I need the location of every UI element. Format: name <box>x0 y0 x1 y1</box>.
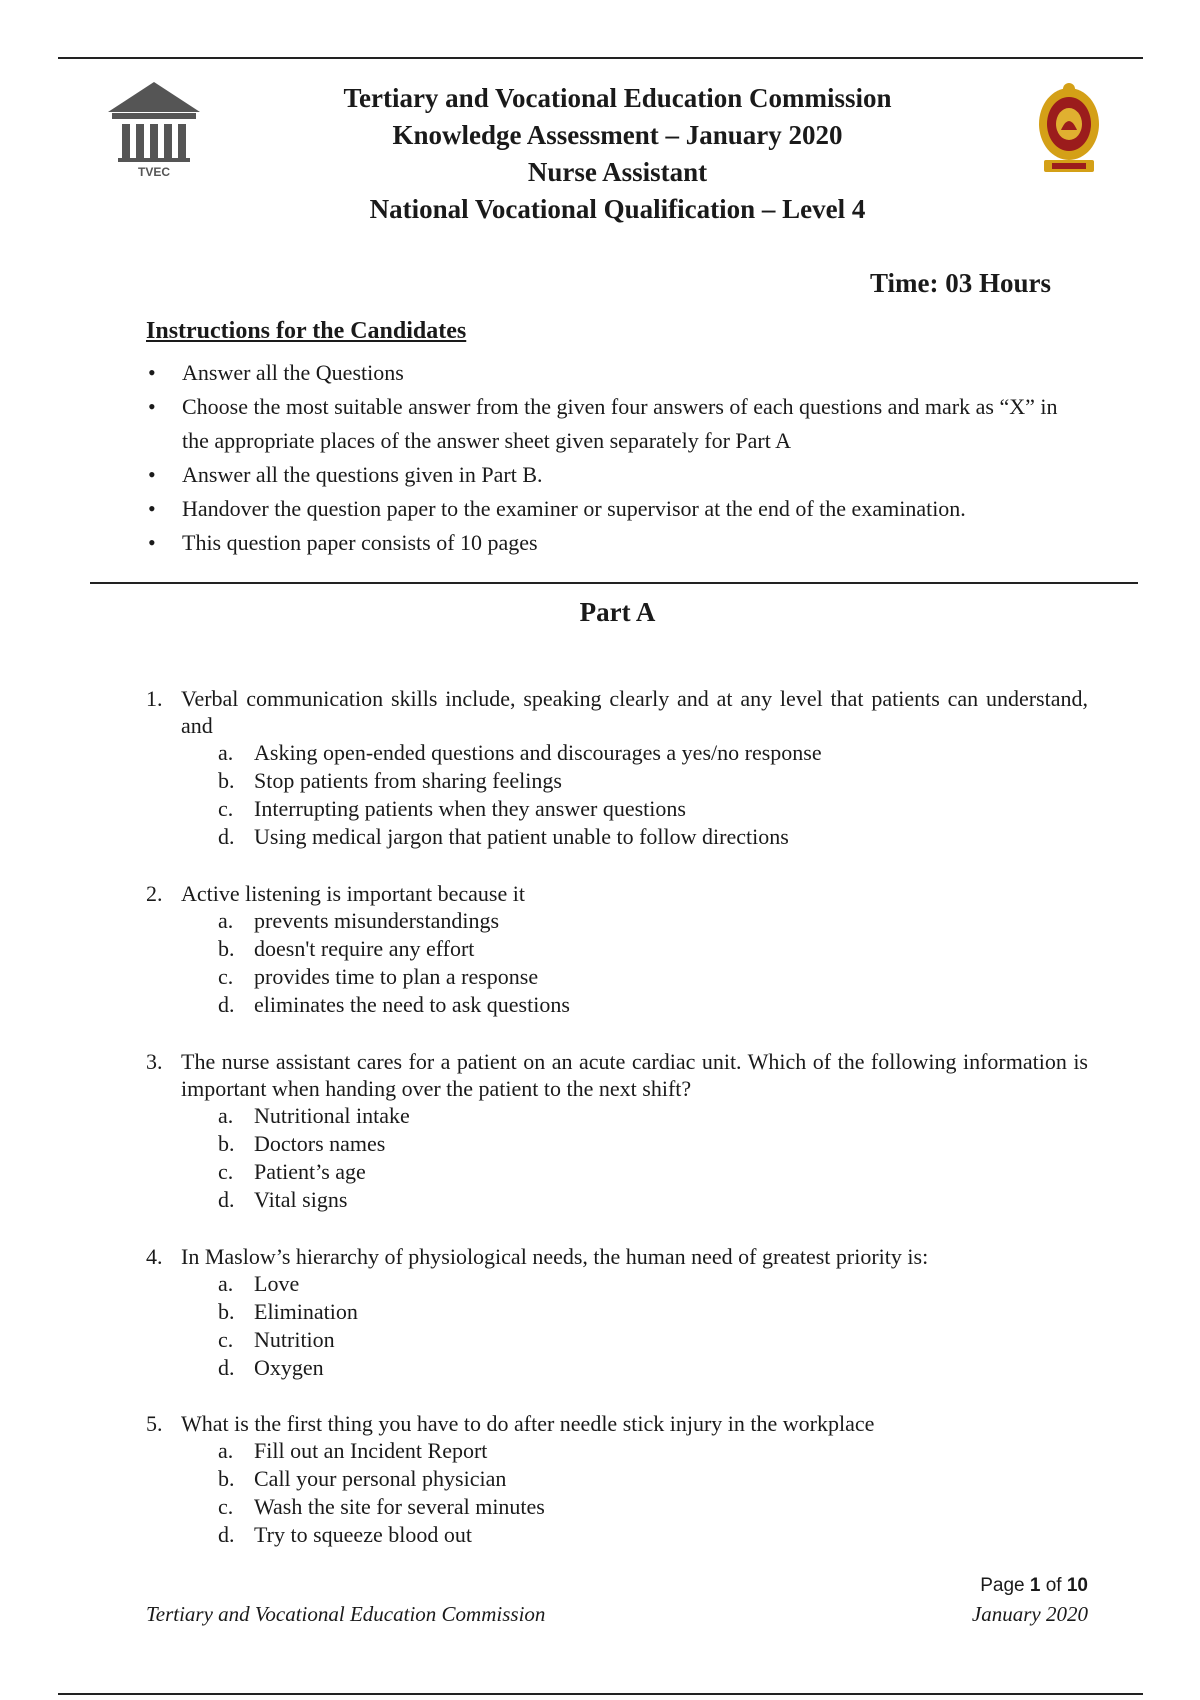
option-list <box>146 907 1088 1019</box>
option-letter: b. <box>218 1299 235 1324</box>
part-title: Part A <box>579 597 656 627</box>
option-text: Doctors names <box>254 1131 386 1156</box>
option-list <box>146 1270 1088 1382</box>
option-text: prevents misunderstandings <box>254 908 500 933</box>
option-text: eliminates the need to ask questions <box>254 992 570 1017</box>
option-text: Patient’s age <box>254 1159 366 1184</box>
header-assessment: Knowledge Assessment – January 2020 <box>392 120 843 150</box>
option-item <box>146 739 1088 767</box>
question-text: What is the first thing you have to do after needle stick injury in the workplace <box>181 1411 875 1436</box>
option-item <box>146 907 1088 935</box>
option-item <box>146 1270 1088 1298</box>
instruction-item <box>146 390 1088 458</box>
question-stem <box>146 1410 1088 1437</box>
bullet: • <box>148 496 156 521</box>
option-letter: a. <box>218 1438 234 1463</box>
option-letter: c. <box>218 1159 234 1184</box>
exam-duration: Time: 03 Hours <box>870 268 1051 298</box>
option-text: Nutrition <box>254 1327 335 1352</box>
option-item <box>146 1354 1088 1382</box>
option-item <box>146 1521 1088 1549</box>
instructions-list <box>146 356 1088 560</box>
page-prefix: Page <box>980 1575 1030 1596</box>
option-letter: b. <box>218 936 235 961</box>
question-text: In Maslow’s hierarchy of physiological needs, the human need of greatest priority is: <box>181 1244 929 1269</box>
option-text: Interrupting patients when they answer questions <box>254 796 686 821</box>
option-letter: d. <box>218 992 235 1017</box>
bullet: • <box>148 530 156 555</box>
option-text: Vital signs <box>254 1187 348 1212</box>
tvec-logo-text: TVEC <box>137 165 171 179</box>
option-item <box>146 823 1088 851</box>
question-stem <box>146 1243 1088 1270</box>
instruction-item <box>146 356 1088 390</box>
bullet: • <box>148 360 156 385</box>
option-letter: b. <box>218 1131 235 1156</box>
question-stem <box>146 685 1088 739</box>
footer-date: January 2020 <box>971 1602 1088 1626</box>
instruction-text: This question paper consists of 10 pages <box>182 530 538 555</box>
option-text: doesn't require any effort <box>254 936 475 961</box>
option-letter: c. <box>218 796 234 821</box>
page-current: 1 <box>1029 1575 1041 1596</box>
top-rule <box>58 57 1143 59</box>
option-item <box>146 991 1088 1019</box>
question-text: Verbal communication skills include, speaking clearly and at any level that patients can understand, and <box>181 686 1088 738</box>
bullet: • <box>148 462 156 487</box>
option-text: Elimination <box>254 1299 358 1324</box>
option-letter: b. <box>218 1466 235 1491</box>
option-letter: b. <box>218 768 235 793</box>
bullet: • <box>148 394 156 419</box>
question-number: 4. <box>146 1244 163 1269</box>
option-letter: d. <box>218 1355 235 1380</box>
page-total: 10 <box>1066 1575 1088 1596</box>
option-letter: d. <box>218 1522 235 1547</box>
option-text: Try to squeeze blood out <box>254 1522 472 1547</box>
tvec-logo-icon <box>106 80 202 180</box>
instruction-text: Answer all the questions given in Part B. <box>182 462 543 487</box>
question-2 <box>146 880 1088 1019</box>
instruction-item <box>146 492 1088 526</box>
page-number <box>940 1575 1088 1597</box>
option-letter: d. <box>218 824 235 849</box>
header-commission: Tertiary and Vocational Education Commission <box>343 83 892 113</box>
option-item <box>146 1158 1088 1186</box>
question-5 <box>146 1410 1088 1549</box>
option-text: Call your personal physician <box>254 1466 507 1491</box>
option-item <box>146 767 1088 795</box>
option-list <box>146 1437 1088 1549</box>
instruction-item <box>146 458 1088 492</box>
question-stem <box>146 880 1088 907</box>
option-item <box>146 1437 1088 1465</box>
question-number: 2. <box>146 881 163 906</box>
header-course: Nurse Assistant <box>527 157 708 187</box>
option-item <box>146 1298 1088 1326</box>
option-letter: a. <box>218 1271 234 1296</box>
option-text: Fill out an Incident Report <box>254 1438 488 1463</box>
option-text: Using medical jargon that patient unable to follow directions <box>254 824 789 849</box>
section-divider <box>90 582 1138 584</box>
option-text: Asking open-ended questions and discourages a yes/no response <box>254 740 822 765</box>
question-stem <box>146 1048 1088 1102</box>
option-text: Wash the site for several minutes <box>254 1494 545 1519</box>
option-letter: a. <box>218 740 234 765</box>
instruction-item <box>146 526 1088 560</box>
option-letter: a. <box>218 1103 234 1128</box>
page-of: of <box>1040 1575 1067 1596</box>
option-item <box>146 1102 1088 1130</box>
question-number: 3. <box>146 1049 163 1074</box>
question-number: 5. <box>146 1411 163 1436</box>
option-item <box>146 1493 1088 1521</box>
bottom-rule <box>58 1693 1143 1695</box>
option-letter: c. <box>218 1494 234 1519</box>
option-item <box>146 1465 1088 1493</box>
instruction-text: Choose the most suitable answer from the given four answers of each questions and mark as “X” in the appropriate places of the answer sheet given separately for Part A <box>182 394 1058 453</box>
instructions-title: Instructions for the Candidates <box>146 318 467 344</box>
question-text: Active listening is important because it <box>181 881 525 906</box>
question-4 <box>146 1243 1088 1382</box>
option-list <box>146 1102 1088 1214</box>
option-letter: c. <box>218 1327 234 1352</box>
option-letter: d. <box>218 1187 235 1212</box>
question-3 <box>146 1048 1088 1214</box>
question-1 <box>146 685 1088 851</box>
question-text: The nurse assistant cares for a patient on an acute cardiac unit. Which of the following information is important when handing over the patient to the next shift? <box>181 1049 1088 1101</box>
option-text: provides time to plan a response <box>254 964 539 989</box>
option-text: Love <box>254 1271 300 1296</box>
option-item <box>146 935 1088 963</box>
question-number: 1. <box>146 686 163 711</box>
footer-organization: Tertiary and Vocational Education Commission <box>146 1602 546 1626</box>
option-item <box>146 963 1088 991</box>
option-text: Oxygen <box>254 1355 324 1380</box>
option-item <box>146 1326 1088 1354</box>
option-item <box>146 1186 1088 1214</box>
option-text: Stop patients from sharing feelings <box>254 768 562 793</box>
national-emblem-icon <box>1034 80 1104 178</box>
option-list <box>146 739 1088 851</box>
option-letter: a. <box>218 908 234 933</box>
instruction-text: Handover the question paper to the examiner or supervisor at the end of the examination. <box>182 496 966 521</box>
header-qualification: National Vocational Qualification – Level 4 <box>369 194 866 224</box>
option-item <box>146 795 1088 823</box>
option-text: Nutritional intake <box>254 1103 410 1128</box>
option-letter: c. <box>218 964 234 989</box>
option-item <box>146 1130 1088 1158</box>
instruction-text: Answer all the Questions <box>182 360 404 385</box>
